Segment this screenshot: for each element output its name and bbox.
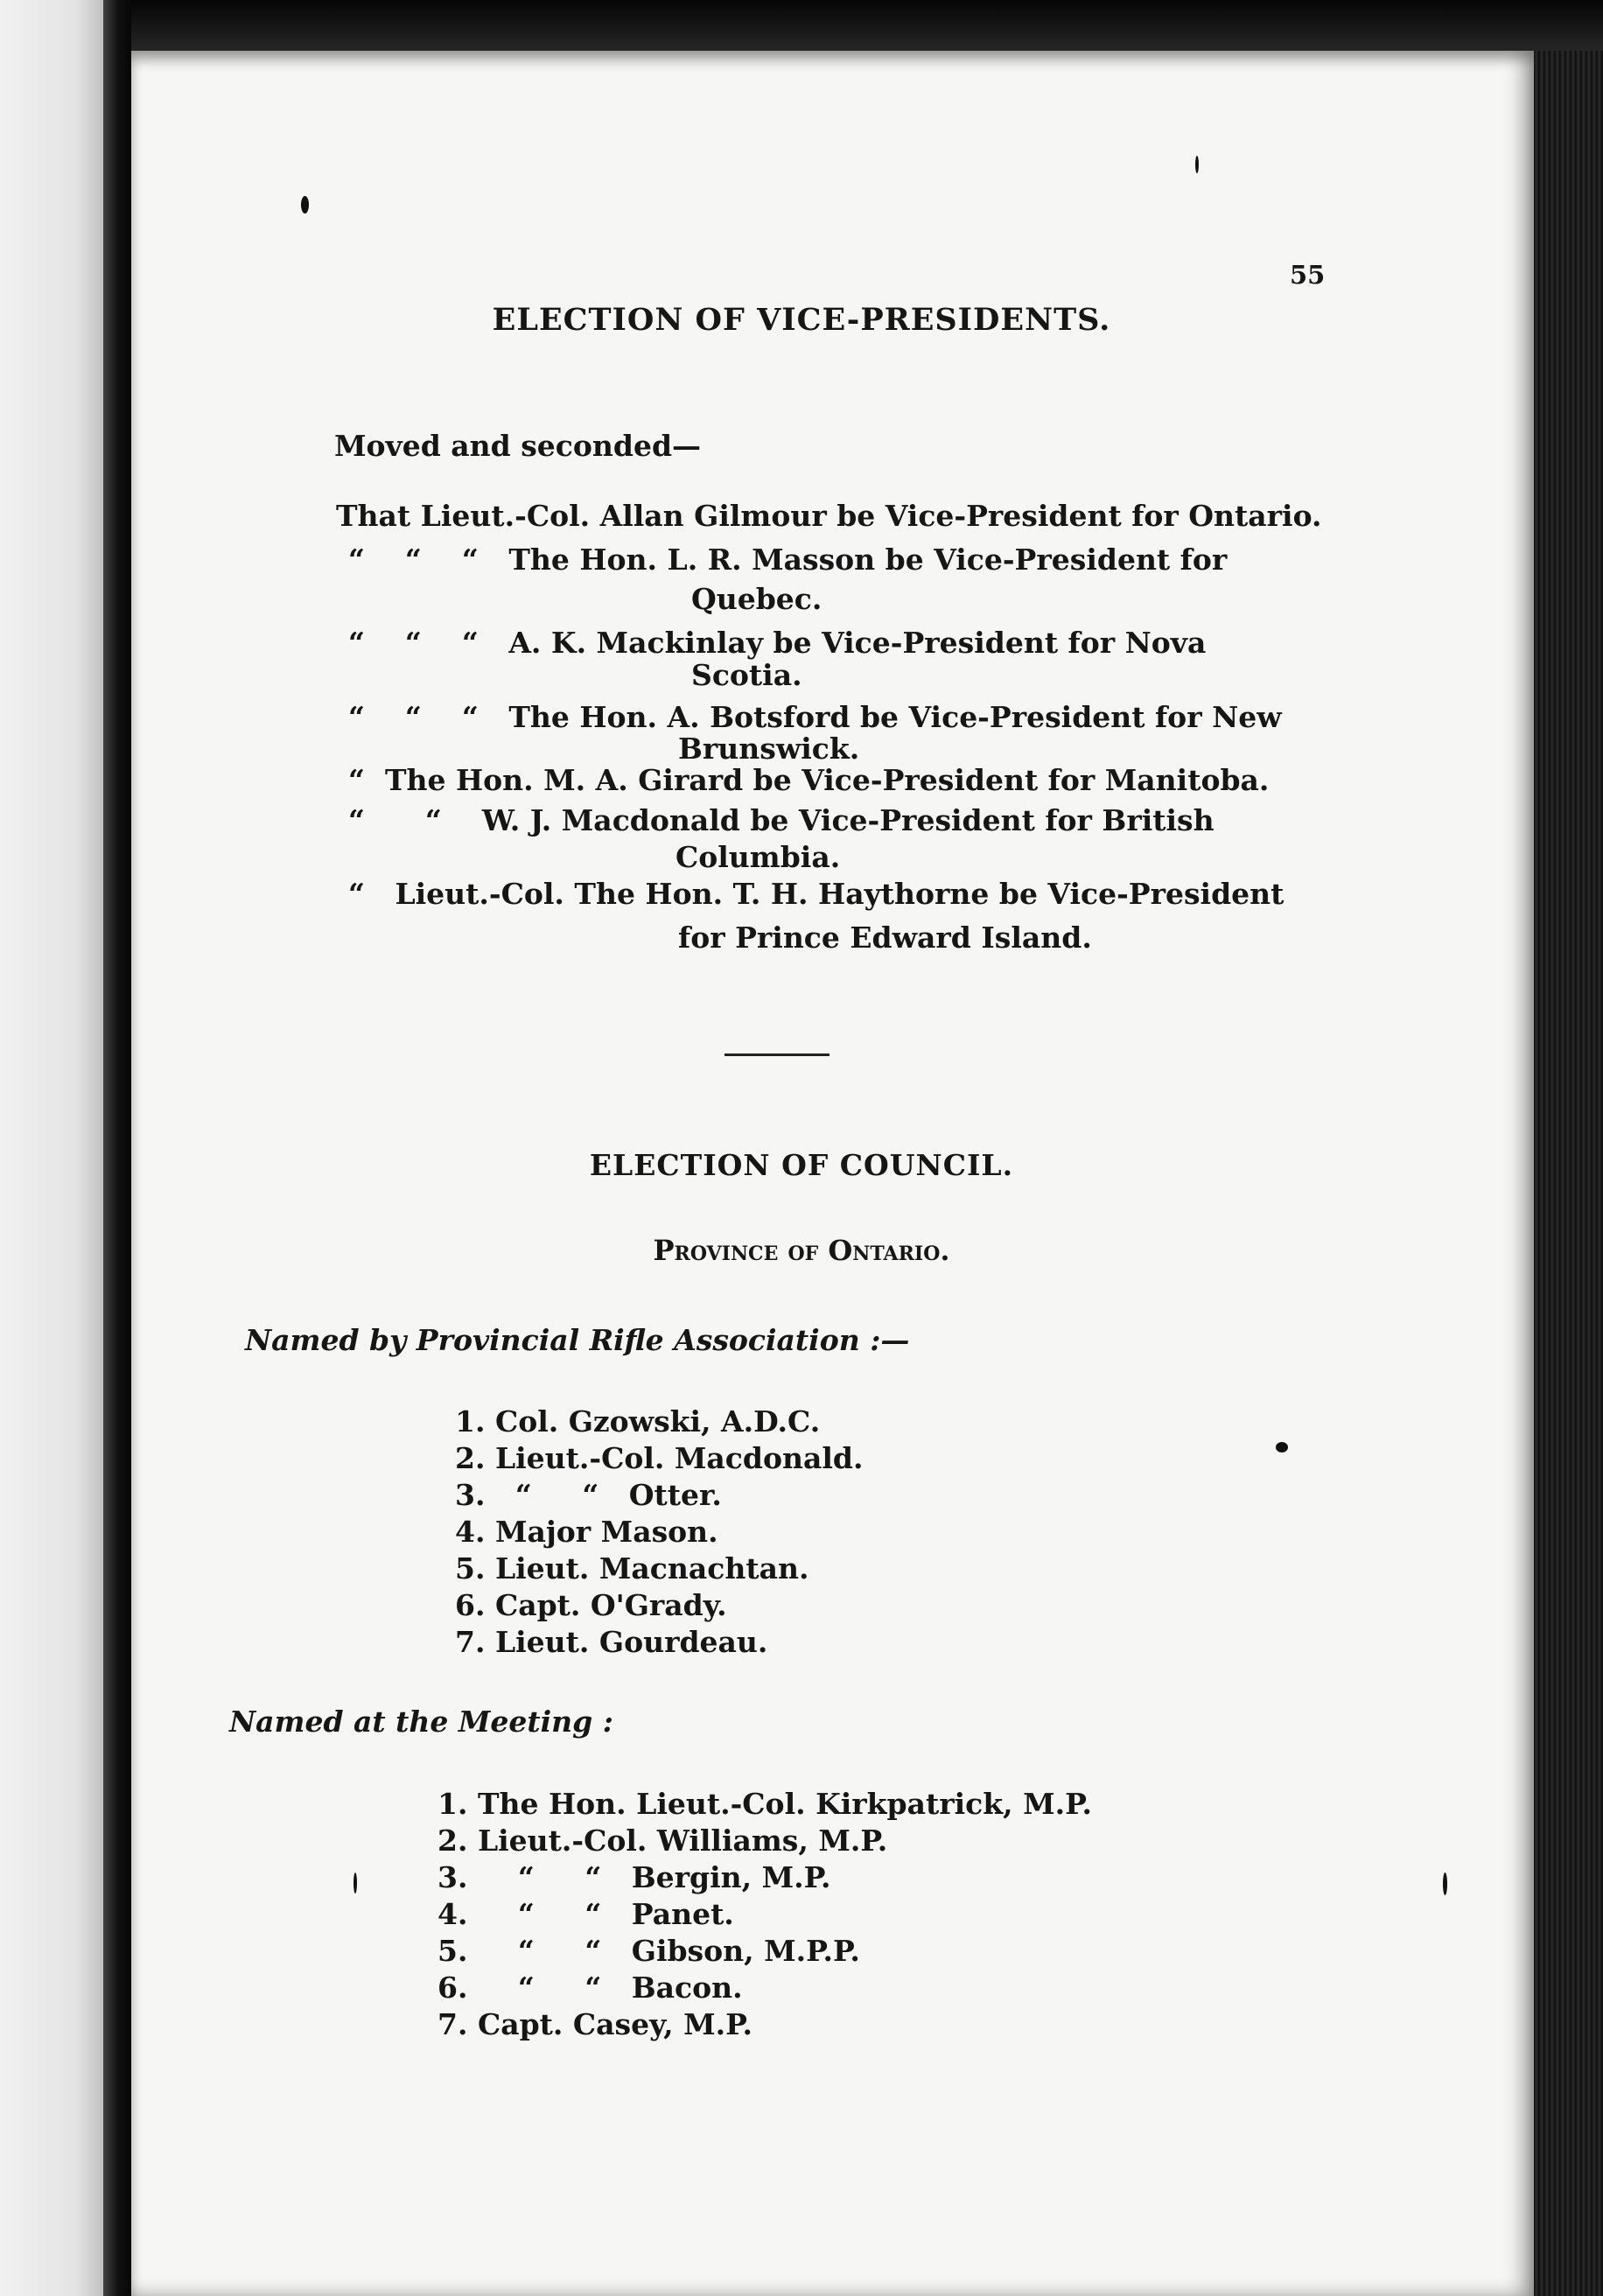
council-member: 1. The Hon. Lieut.-Col. Kirkpatrick, M.P. xyxy=(438,1787,1092,1821)
ink-speck xyxy=(1195,156,1199,173)
council-member: 3. “ “ Otter. xyxy=(455,1478,722,1512)
council-member: 1. Col. Gzowski, A.D.C. xyxy=(455,1404,821,1438)
council-heading: ELECTION OF COUNCIL. xyxy=(589,1148,1014,1182)
motion-continuation: Scotia. xyxy=(691,658,802,692)
ink-speck xyxy=(301,196,309,214)
motion-line: “ “ “ The Hon. A. Botsford be Vice-President for New xyxy=(348,700,1282,734)
motion-continuation: Quebec. xyxy=(691,582,822,616)
motion-line: “ “ W. J. Macdonald be Vice-President for British xyxy=(348,803,1214,837)
council-member: 6. Capt. O'Grady. xyxy=(455,1588,727,1622)
council-member: 4. “ “ Panet. xyxy=(438,1897,734,1931)
vice-presidents-heading: ELECTION OF VICE-PRESIDENTS. xyxy=(492,302,1111,338)
provincial-association-label: Named by Provincial Rifle Association :— xyxy=(245,1323,910,1357)
motion-line: “ The Hon. M. A. Girard be Vice-President for Manitoba. xyxy=(348,763,1270,797)
ink-speck xyxy=(1276,1442,1288,1452)
council-member: 4. Major Mason. xyxy=(455,1515,718,1549)
motion-line: “ Lieut.-Col. The Hon. T. H. Haythorne be Vice-President xyxy=(348,877,1284,911)
council-member: 5. Lieut. Macnachtan. xyxy=(455,1551,809,1586)
section-divider xyxy=(724,1054,830,1056)
meeting-label: Named at the Meeting : xyxy=(229,1704,613,1739)
council-member: 2. Lieut.-Col. Macdonald. xyxy=(455,1441,864,1475)
motion-continuation: Columbia. xyxy=(676,840,841,874)
province-subheading: Province of Ontario. xyxy=(653,1234,950,1267)
council-member: 5. “ “ Gibson, M.P.P. xyxy=(438,1934,860,1968)
council-member: 2. Lieut.-Col. Williams, M.P. xyxy=(438,1824,888,1858)
ink-speck xyxy=(1443,1872,1447,1895)
motion-continuation: for Prince Edward Island. xyxy=(678,920,1092,955)
council-member: 3. “ “ Bergin, M.P. xyxy=(438,1860,831,1894)
council-member: 7. Lieut. Gourdeau. xyxy=(455,1625,768,1659)
council-member: 7. Capt. Casey, M.P. xyxy=(438,2007,752,2041)
motion-line: “ “ “ The Hon. L. R. Masson be Vice-President for xyxy=(348,542,1228,577)
motion-line: “ “ “ A. K. Mackinlay be Vice-President for Nova xyxy=(348,626,1207,660)
page-number: 55 xyxy=(1290,260,1326,290)
ink-speck xyxy=(354,1872,357,1894)
motion-continuation: Brunswick. xyxy=(678,732,860,766)
council-member: 6. “ “ Bacon. xyxy=(438,1970,743,2005)
moved-seconded-intro: Moved and seconded— xyxy=(334,429,702,463)
motion-line: That Lieut.-Col. Allan Gilmour be Vice-President for Ontario. xyxy=(336,499,1322,533)
